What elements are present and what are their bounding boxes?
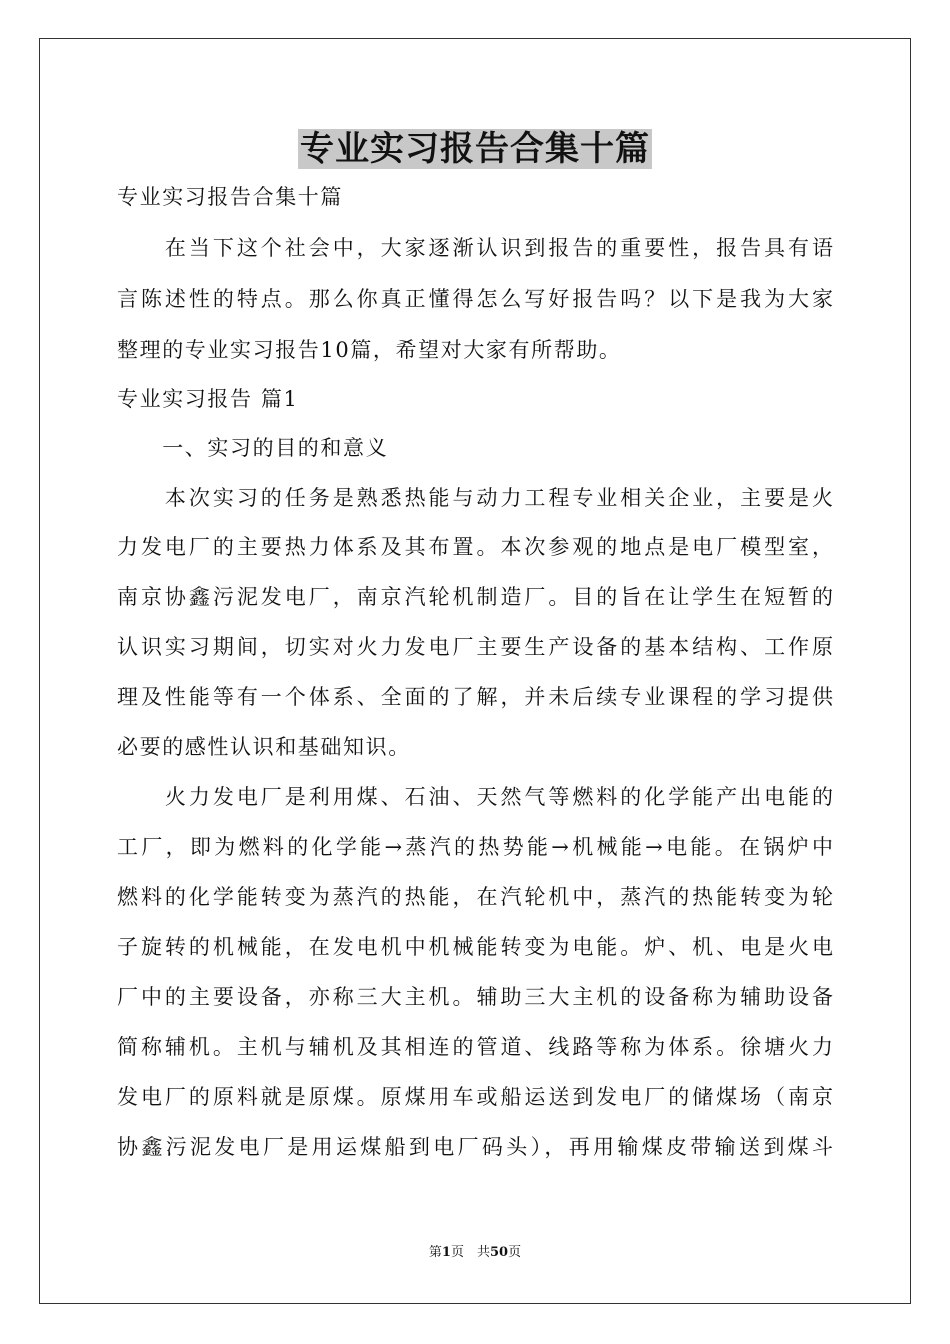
footer-prefix: 第 [428,1245,442,1260]
paragraph-line: 言陈述性的特点。那么你真正懂得怎么写好报告吗？以下是我为大家 [117,287,833,311]
paragraph-line: 整理的专业实习报告10篇，希望对大家有所帮助。 [117,338,622,362]
subsection-heading: 一、实习的目的和意义 [117,436,389,460]
paragraph-line: 协鑫污泥发电厂是用运煤船到电厂码头），再用输煤皮带输送到煤斗 [117,1135,833,1159]
document-title-text: 专业实习报告合集十篇 [300,129,650,169]
paragraph-line: 南京协鑫污泥发电厂，南京汽轮机制造厂。目的旨在让学生在短暂的 [117,585,833,609]
paragraph-line: 理及性能等有一个体系、全面的了解，并未后续专业课程的学习提供 [117,685,833,709]
paragraph-line: 简称辅机。主机与辅机及其相连的管道、线路等称为体系。徐塘火力 [117,1035,833,1059]
paragraph-line: 发电厂的原料就是原煤。原煤用车或船运送到发电厂的储煤场（南京 [117,1085,833,1109]
section-heading: 专业实习报告 篇1 [117,387,299,411]
paragraph-line: 本次实习的任务是熟悉热能与动力工程专业相关企业，主要是火 [117,486,833,510]
footer-mid: 页 共 [450,1245,490,1260]
paragraph-line: 工厂，即为燃料的化学能→蒸汽的热势能→机械能→电能。在锅炉中 [117,835,833,859]
paragraph-line: 认识实习期间，切实对火力发电厂主要生产设备的基本结构、工作原 [117,635,833,659]
subtitle-line: 专业实习报告合集十篇 [117,185,343,209]
page-border [39,38,911,1304]
paragraph-line: 火力发电厂是利用煤、石油、天然气等燃料的化学能产出电能的 [117,785,833,809]
footer-page-number: 1 [441,1245,451,1260]
paragraph-line: 厂中的主要设备，亦称三大主机。辅助三大主机的设备称为辅助设备 [117,985,833,1009]
page-footer [0,1244,950,1262]
paragraph-line: 燃料的化学能转变为蒸汽的热能，在汽轮机中，蒸汽的热能转变为轮 [117,885,833,909]
footer-total-pages: 50 [489,1245,509,1260]
paragraph-line: 在当下这个社会中，大家逐渐认识到报告的重要性，报告具有语 [117,236,833,260]
paragraph-line: 力发电厂的主要热力体系及其布置。本次参观的地点是电厂模型室， [117,535,833,559]
paragraph-line: 必要的感性认识和基础知识。 [117,735,411,759]
document-title [0,126,950,172]
footer-suffix: 页 [508,1245,522,1260]
paragraph-line: 子旋转的机械能，在发电机中机械能转变为电能。炉、机、电是火电 [117,935,833,959]
